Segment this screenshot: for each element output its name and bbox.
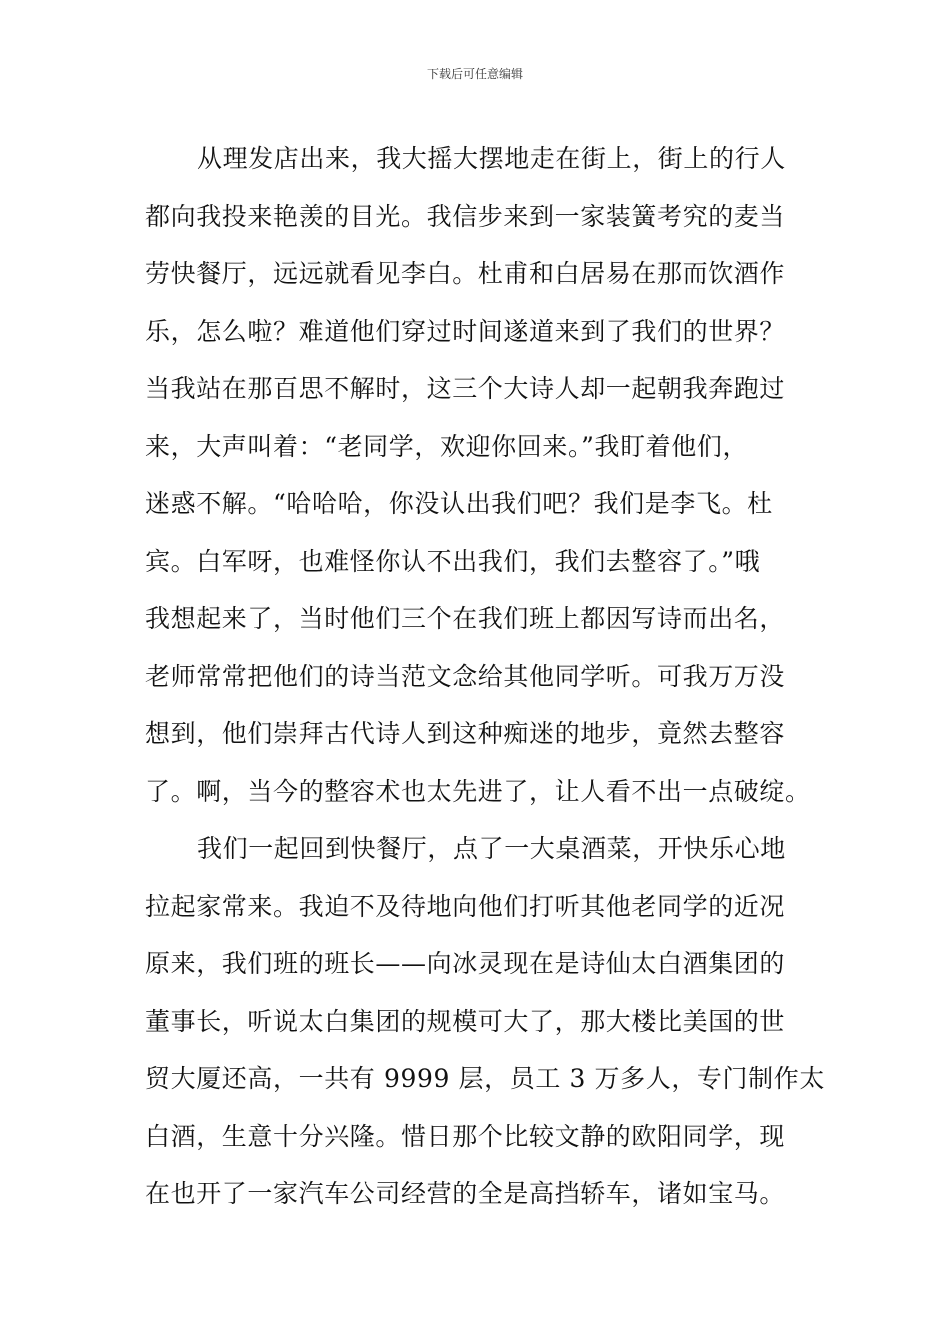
text-line: 来，大声叫着：“老同学，欢迎你回来。”我盯着他们，	[145, 431, 749, 461]
text-line: 原来，我们班的班长——向冰灵现在是诗仙太白酒集团的	[145, 949, 786, 978]
text-line: 从理发店出来，我大摇大摆地走在街上，街上的行人	[197, 144, 786, 173]
text-line: 在也开了一家汽车公司经营的全是高挡轿车，诸如宝马。	[145, 1179, 786, 1208]
text-line: 宾。白军呀，也难怪你认不出我们，我们去整容了。”哦	[145, 546, 761, 576]
text-line: 迷惑不解。“哈哈哈，你没认出我们吧？我们是李飞。杜	[145, 489, 773, 518]
text-line: 当我站在那百思不解时，这三个大诗人却一起朝我奔跑过	[145, 374, 786, 403]
page-header: 下载后可任意编辑	[426, 67, 523, 81]
text-line: 拉起家常来。我迫不及待地向他们打听其他老同学的近况	[145, 891, 786, 921]
text-line: 白酒，生意十分兴隆。惜日那个比较文静的欧阳同学，现	[145, 1121, 786, 1151]
text-line: 想到，他们崇拜古代诗人到这种痴迷的地步，竟然去整容	[145, 719, 786, 748]
text-line: 我们一起回到快餐厅，点了一大桌酒菜，开快乐心地	[197, 834, 786, 863]
text-line: 都向我投来艳羡的目光。我信步来到一家装簧考究的麦当	[145, 201, 786, 231]
text-line: 老师常常把他们的诗当范文念给其他同学听。可我万万没	[145, 661, 786, 691]
text-line: 贸大厦还高，一共有 9999 层，员工 3 万多人，专门制作太	[145, 1064, 825, 1093]
text-line: 乐，怎么啦？难道他们穿过时间遂道来到了我们的世界？	[145, 316, 786, 346]
text-line: 了。啊，当今的整容术也太先进了，让人看不出一点破绽。	[145, 776, 811, 806]
document-body	[145, 130, 825, 1223]
text-line: 我想起来了，当时他们三个在我们班上都因写诗而出名，	[145, 604, 786, 633]
text-line: 董事长，听说太白集团的规模可大了，那大楼比美国的世	[145, 1006, 786, 1036]
text-line: 劳快餐厅，远远就看见李白。杜甫和白居易在那而饮酒作	[145, 259, 786, 288]
